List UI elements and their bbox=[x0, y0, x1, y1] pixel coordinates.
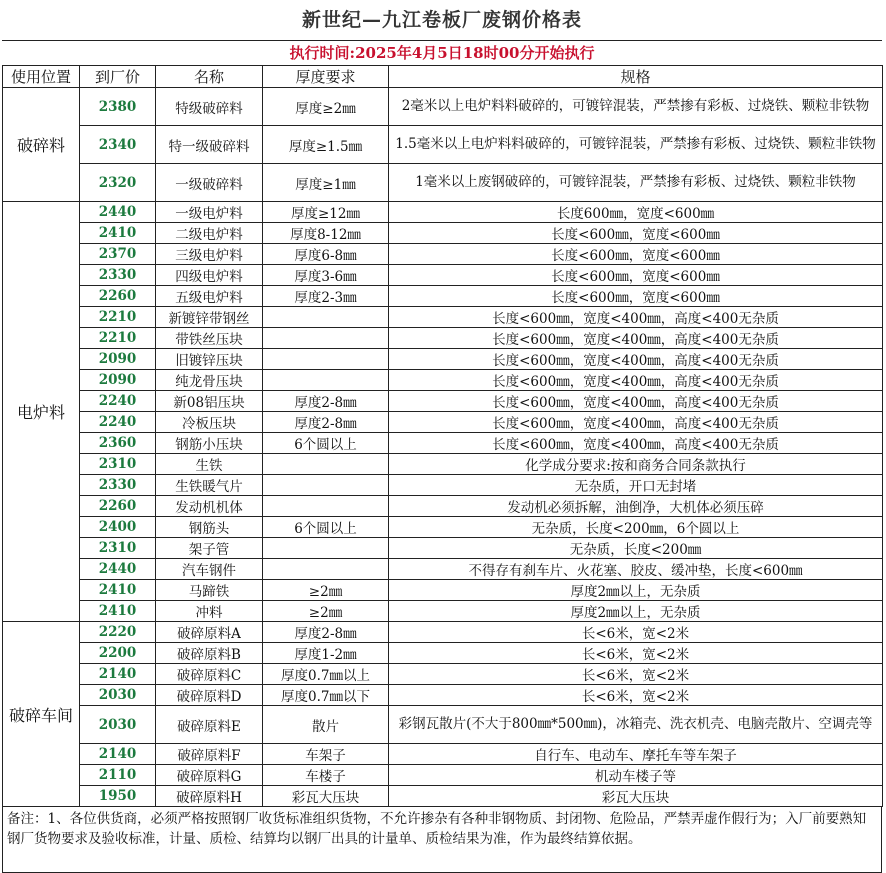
table-row bbox=[3, 643, 883, 664]
price-cell: 2330 bbox=[80, 265, 156, 286]
thickness-cell bbox=[263, 559, 389, 580]
table-row bbox=[3, 391, 883, 412]
thickness-cell: 车楼子 bbox=[263, 765, 389, 786]
spec-cell: 长<6米，宽<2米 bbox=[389, 685, 883, 706]
name-cell: 汽车钢件 bbox=[156, 559, 263, 580]
name-cell: 马蹄铁 bbox=[156, 580, 263, 601]
spec-cell: 厚度2㎜以上，无杂质 bbox=[389, 580, 883, 601]
position-cell: 电炉料 bbox=[3, 202, 80, 622]
spec-cell: 长度<600㎜，宽度<600㎜ bbox=[389, 286, 883, 307]
spec-cell: 自行车、电动车、摩托车等车架子 bbox=[389, 744, 883, 765]
thickness-cell: 厚度≥1㎜ bbox=[263, 164, 389, 202]
price-cell: 2410 bbox=[80, 223, 156, 244]
name-cell: 破碎原料G bbox=[156, 765, 263, 786]
thickness-cell: 散片 bbox=[263, 706, 389, 744]
thickness-cell: 厚度2-8㎜ bbox=[263, 391, 389, 412]
table-row bbox=[3, 412, 883, 433]
price-cell: 2380 bbox=[80, 88, 156, 126]
table-row bbox=[3, 433, 883, 454]
spec-cell: 长<6米，宽<2米 bbox=[389, 622, 883, 643]
name-cell: 破碎原料A bbox=[156, 622, 263, 643]
table-row bbox=[3, 765, 883, 786]
table-row bbox=[3, 88, 883, 126]
header-position: 使用位置 bbox=[3, 66, 80, 88]
spec-cell: 长度600㎜，宽度<600㎜ bbox=[389, 202, 883, 223]
name-cell: 新镀锌带钢丝 bbox=[156, 307, 263, 328]
header-name: 名称 bbox=[156, 66, 263, 88]
thickness-cell bbox=[263, 454, 389, 475]
table-row bbox=[3, 475, 883, 496]
name-cell: 破碎原料C bbox=[156, 664, 263, 685]
price-cell: 2410 bbox=[80, 601, 156, 622]
spec-cell: 彩钢瓦散片(不大于800㎜*500㎜)，冰箱壳、洗衣机壳、电脑壳散片、空调壳等 bbox=[389, 706, 883, 744]
table-row bbox=[3, 580, 883, 601]
price-cell: 2360 bbox=[80, 433, 156, 454]
price-cell: 2240 bbox=[80, 412, 156, 433]
table-row bbox=[3, 265, 883, 286]
table-row bbox=[3, 223, 883, 244]
thickness-cell: 厚度3-6㎜ bbox=[263, 265, 389, 286]
name-cell: 发动机机体 bbox=[156, 496, 263, 517]
name-cell: 冲料 bbox=[156, 601, 263, 622]
table-row bbox=[3, 706, 883, 744]
thickness-cell: 厚度1-2㎜ bbox=[263, 643, 389, 664]
footnote: 备注：1、各位供货商，必须严格按照钢厂收货标准组织货物，不允许掺杂有各种非钢物质、封闭物、危险品，严禁弄虚作假行为；入厂前要熟知钢厂货物要求及验收标准，计量、质检、结算均以钢厂出具的计量单、质检结果为准，作为最终结算依据。 bbox=[2, 807, 882, 873]
price-cell: 2310 bbox=[80, 538, 156, 559]
header-price: 到厂价 bbox=[80, 66, 156, 88]
thickness-cell: 6个圆以上 bbox=[263, 517, 389, 538]
position-cell: 破碎车间 bbox=[3, 622, 80, 807]
thickness-cell: 厚度2-8㎜ bbox=[263, 622, 389, 643]
table-row bbox=[3, 786, 883, 807]
spec-cell: 2毫米以上电炉料料破碎的，可镀锌混装，严禁掺有彩板、过烧铁、颗粒非铁物 bbox=[389, 88, 883, 126]
name-cell: 破碎原料B bbox=[156, 643, 263, 664]
spec-cell: 长度<600㎜，宽度<400㎜，高度<400无杂质 bbox=[389, 370, 883, 391]
table-header-row bbox=[3, 66, 883, 88]
table-row bbox=[3, 370, 883, 391]
spec-cell: 不得存有刹车片、火花塞、胶皮、缓冲垫，长度<600㎜ bbox=[389, 559, 883, 580]
price-sheet bbox=[2, 0, 882, 873]
name-cell: 一级破碎料 bbox=[156, 164, 263, 202]
table-row bbox=[3, 349, 883, 370]
table-row bbox=[3, 538, 883, 559]
thickness-cell bbox=[263, 475, 389, 496]
page-title: 新世纪—九江卷板厂废钢价格表 bbox=[301, 9, 582, 31]
spec-cell: 长度<600㎜，宽度<400㎜，高度<400无杂质 bbox=[389, 433, 883, 454]
name-cell: 冷板压块 bbox=[156, 412, 263, 433]
price-cell: 2320 bbox=[80, 164, 156, 202]
name-cell: 钢筋小压块 bbox=[156, 433, 263, 454]
price-cell: 2220 bbox=[80, 622, 156, 643]
table-body bbox=[3, 88, 883, 807]
name-cell: 特一级破碎料 bbox=[156, 126, 263, 164]
price-cell: 2200 bbox=[80, 643, 156, 664]
table-row bbox=[3, 622, 883, 643]
thickness-cell: 厚度≥12㎜ bbox=[263, 202, 389, 223]
table-row bbox=[3, 685, 883, 706]
table-row bbox=[3, 328, 883, 349]
name-cell: 一级电炉料 bbox=[156, 202, 263, 223]
position-cell: 破碎料 bbox=[3, 88, 80, 202]
spec-cell: 1毫米以上废钢破碎的，可镀锌混装，严禁掺有彩板、过烧铁、颗粒非铁物 bbox=[389, 164, 883, 202]
thickness-cell: 厚度0.7㎜以下 bbox=[263, 685, 389, 706]
thickness-cell bbox=[263, 370, 389, 391]
spec-cell: 长度<600㎜，宽度<400㎜，高度<400无杂质 bbox=[389, 328, 883, 349]
spec-cell: 彩瓦大压块 bbox=[389, 786, 883, 807]
table-row bbox=[3, 496, 883, 517]
name-cell: 特级破碎料 bbox=[156, 88, 263, 126]
spec-cell: 无杂质，长度<200㎜，6个圆以上 bbox=[389, 517, 883, 538]
table-row bbox=[3, 559, 883, 580]
thickness-cell: ≥2㎜ bbox=[263, 580, 389, 601]
table-row bbox=[3, 601, 883, 622]
table-row bbox=[3, 744, 883, 765]
price-cell: 2440 bbox=[80, 202, 156, 223]
price-cell: 2260 bbox=[80, 496, 156, 517]
spec-cell: 化学成分要求:按和商务合同条款执行 bbox=[389, 454, 883, 475]
spec-cell: 长度<600㎜，宽度<400㎜，高度<400无杂质 bbox=[389, 349, 883, 370]
thickness-cell: 厚度2-3㎜ bbox=[263, 286, 389, 307]
price-cell: 2240 bbox=[80, 391, 156, 412]
thickness-cell: 厚度8-12㎜ bbox=[263, 223, 389, 244]
thickness-cell: 彩瓦大压块 bbox=[263, 786, 389, 807]
spec-cell: 无杂质，长度<200㎜ bbox=[389, 538, 883, 559]
table-row bbox=[3, 244, 883, 265]
thickness-cell: 厚度6-8㎜ bbox=[263, 244, 389, 265]
table-row bbox=[3, 286, 883, 307]
spec-cell: 长度<600㎜，宽度<400㎜，高度<400无杂质 bbox=[389, 391, 883, 412]
spec-cell: 长<6米，宽<2米 bbox=[389, 643, 883, 664]
price-cell: 2260 bbox=[80, 286, 156, 307]
price-cell: 2210 bbox=[80, 307, 156, 328]
name-cell: 纯龙骨压块 bbox=[156, 370, 263, 391]
thickness-cell: 厚度2-8㎜ bbox=[263, 412, 389, 433]
price-cell: 2140 bbox=[80, 664, 156, 685]
header-thickness: 厚度要求 bbox=[263, 66, 389, 88]
thickness-cell: 厚度≥1.5㎜ bbox=[263, 126, 389, 164]
spec-cell: 长度<600㎜，宽度<600㎜ bbox=[389, 265, 883, 286]
thickness-cell bbox=[263, 307, 389, 328]
thickness-cell: 6个圆以上 bbox=[263, 433, 389, 454]
table-row bbox=[3, 164, 883, 202]
table-row bbox=[3, 126, 883, 164]
spec-cell: 长度<600㎜，宽度<400㎜，高度<400无杂质 bbox=[389, 307, 883, 328]
price-cell: 2210 bbox=[80, 328, 156, 349]
name-cell: 破碎原料E bbox=[156, 706, 263, 744]
thickness-cell: 厚度0.7㎜以上 bbox=[263, 664, 389, 685]
price-cell: 2440 bbox=[80, 559, 156, 580]
price-cell: 2110 bbox=[80, 765, 156, 786]
execution-time: 执行时间:2025年4月5日18时00分开始执行 bbox=[2, 40, 882, 65]
spec-cell: 无杂质，开口无封堵 bbox=[389, 475, 883, 496]
name-cell: 破碎原料H bbox=[156, 786, 263, 807]
table-row bbox=[3, 454, 883, 475]
spec-cell: 机动车楼子等 bbox=[389, 765, 883, 786]
price-cell: 2340 bbox=[80, 126, 156, 164]
spec-cell: 发动机必须拆解，油倒净，大机体必须压碎 bbox=[389, 496, 883, 517]
name-cell: 生铁暖气片 bbox=[156, 475, 263, 496]
name-cell: 带铁丝压块 bbox=[156, 328, 263, 349]
name-cell: 新08铝压块 bbox=[156, 391, 263, 412]
thickness-cell bbox=[263, 349, 389, 370]
thickness-cell bbox=[263, 328, 389, 349]
price-cell: 2370 bbox=[80, 244, 156, 265]
spec-cell: 1.5毫米以上电炉料料破碎的，可镀锌混装，严禁掺有彩板、过烧铁、颗粒非铁物 bbox=[389, 126, 883, 164]
thickness-cell: 厚度≥2㎜ bbox=[263, 88, 389, 126]
spec-cell: 长度<600㎜，宽度<600㎜ bbox=[389, 244, 883, 265]
price-cell: 2090 bbox=[80, 349, 156, 370]
price-cell: 2140 bbox=[80, 744, 156, 765]
price-cell: 2400 bbox=[80, 517, 156, 538]
name-cell: 三级电炉料 bbox=[156, 244, 263, 265]
thickness-cell bbox=[263, 496, 389, 517]
price-cell: 2330 bbox=[80, 475, 156, 496]
name-cell: 钢筋头 bbox=[156, 517, 263, 538]
name-cell: 旧镀锌压块 bbox=[156, 349, 263, 370]
price-cell: 2030 bbox=[80, 685, 156, 706]
spec-cell: 长度<600㎜，宽度<600㎜ bbox=[389, 223, 883, 244]
name-cell: 生铁 bbox=[156, 454, 263, 475]
name-cell: 四级电炉料 bbox=[156, 265, 263, 286]
price-cell: 1950 bbox=[80, 786, 156, 807]
thickness-cell bbox=[263, 538, 389, 559]
name-cell: 架子管 bbox=[156, 538, 263, 559]
name-cell: 五级电炉料 bbox=[156, 286, 263, 307]
table-row bbox=[3, 202, 883, 223]
name-cell: 二级电炉料 bbox=[156, 223, 263, 244]
name-cell: 破碎原料D bbox=[156, 685, 263, 706]
table-row bbox=[3, 307, 883, 328]
spec-cell: 长度<600㎜，宽度<400㎜，高度<400无杂质 bbox=[389, 412, 883, 433]
table-row bbox=[3, 664, 883, 685]
thickness-cell: 车架子 bbox=[263, 744, 389, 765]
header-spec: 规格 bbox=[389, 66, 883, 88]
price-cell: 2090 bbox=[80, 370, 156, 391]
spec-cell: 长<6米，宽<2米 bbox=[389, 664, 883, 685]
price-cell: 2030 bbox=[80, 706, 156, 744]
thickness-cell: ≥2㎜ bbox=[263, 601, 389, 622]
spec-cell: 厚度2㎜以上，无杂质 bbox=[389, 601, 883, 622]
price-table bbox=[2, 65, 883, 807]
price-cell: 2310 bbox=[80, 454, 156, 475]
name-cell: 破碎原料F bbox=[156, 744, 263, 765]
table-row bbox=[3, 517, 883, 538]
price-cell: 2410 bbox=[80, 580, 156, 601]
